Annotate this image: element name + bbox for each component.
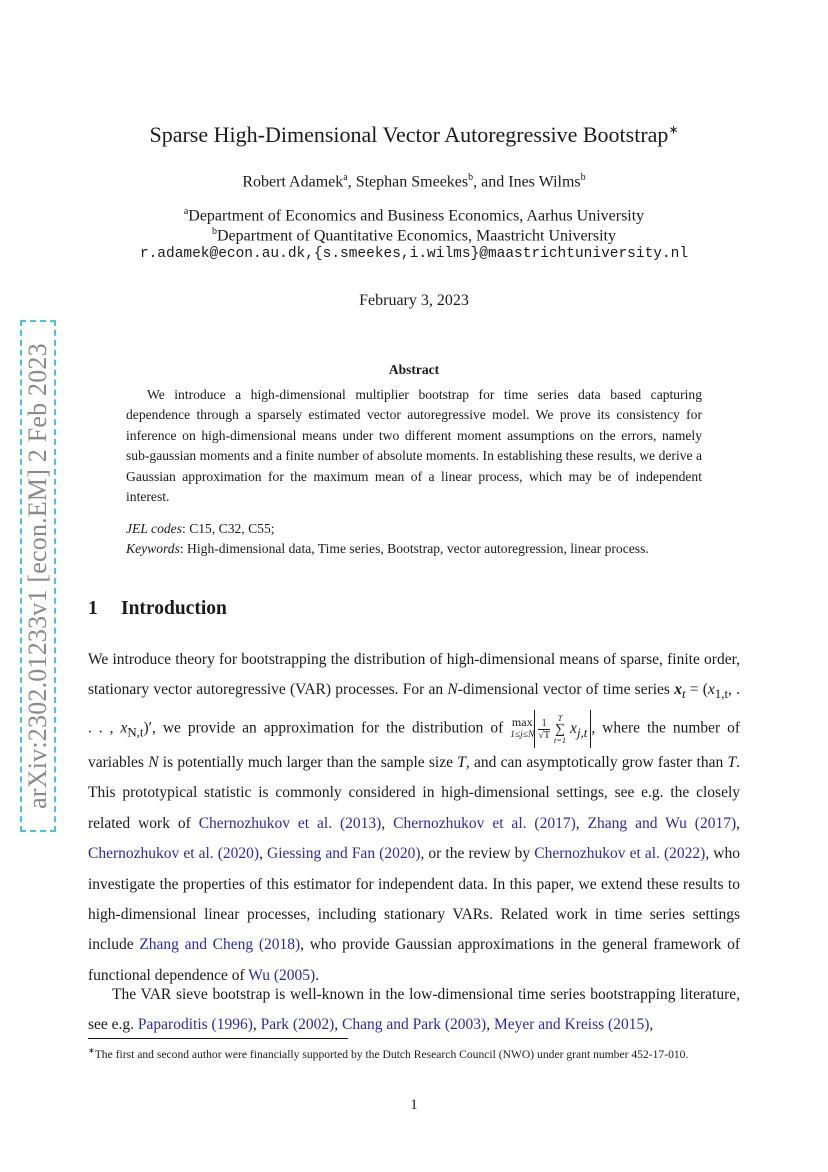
affiliation-text: Department of Quantitative Economics, Maastricht University	[217, 227, 616, 245]
citation-link[interactable]: Chernozhukov et al.	[393, 814, 527, 832]
text-run: ,	[649, 1016, 654, 1034]
math-symbol: T	[727, 753, 737, 771]
text-run: ,	[736, 814, 740, 832]
citation-link[interactable]: Chernozhukov et al.	[534, 845, 660, 863]
jel-value: : C15, C32, C55;	[182, 521, 275, 536]
abstract-text: We introduce a high-dimensional multiplier bootstrap for time series data based capturing dependence through a sparsely estimated vector autoregressive model. We prove its consistency for inference on high-dimensional means under two different moment assumptions on the errors, namely sub-gaussian moments and a finite number of absolute moments. In establishing these results, we derive a Gaussian approximation for the maximum mean of a linear process, which may be of independent interest.	[126, 387, 702, 505]
citation-link[interactable]: Paparoditis	[137, 1016, 208, 1034]
text-run: ,	[334, 1016, 342, 1034]
jel-label: JEL codes	[126, 521, 183, 536]
citation-year[interactable]: (2003)	[441, 1016, 487, 1034]
math-symbol: x	[120, 719, 128, 737]
author-separator: , and	[473, 173, 509, 191]
affiliation-mark: b	[212, 226, 217, 237]
text-run: . This prototypical statistic is commonly considered in high-dimensional settings, see e.g. the closely related work of	[88, 753, 740, 832]
math-symbol: T	[457, 753, 466, 771]
citation-link[interactable]: Chernozhukov et al.	[88, 845, 214, 863]
jel-codes	[126, 521, 275, 537]
title-text: Sparse High-Dimensional Vector Autoregressive Bootstrap	[149, 122, 669, 147]
footnote	[88, 1043, 740, 1063]
text-run: , or the review by	[420, 845, 535, 863]
citation-link[interactable]: Wu	[248, 966, 271, 984]
author-affil-mark: b	[468, 172, 474, 183]
math-subscript: t	[681, 686, 686, 702]
affiliation-mark: a	[183, 206, 189, 217]
citation-link[interactable]: Park	[260, 1016, 290, 1034]
citation-year[interactable]: (2020)	[375, 845, 421, 863]
publication-date: February 3, 2023	[359, 292, 469, 309]
math-symbol: x	[674, 681, 682, 699]
text-run: -dimensional vector of time series	[457, 681, 675, 699]
citation-link[interactable]: Meyer and Kreiss	[493, 1016, 605, 1034]
citation-year[interactable]: (2017)	[686, 814, 737, 832]
arxiv-stamp-text: arXiv:2302.01233v1 [econ.EM] 2 Feb 2023	[23, 343, 52, 809]
citation-link[interactable]: Chernozhukov et al.	[198, 814, 333, 832]
text-run: ,	[381, 814, 394, 832]
summation	[554, 714, 566, 745]
text-run: ,	[259, 845, 268, 863]
math-symbol: x	[570, 719, 577, 737]
citation-year[interactable]: (2015)	[604, 1016, 650, 1034]
max-subscript: 1≤j≤N	[510, 729, 535, 740]
author-name: Stephan Smeekes	[355, 173, 469, 191]
citation-year[interactable]: (2013)	[332, 814, 382, 832]
abs-value-bars	[534, 710, 591, 748]
citation-year[interactable]: (2020)	[213, 845, 260, 863]
citation-year[interactable]: (2017)	[526, 814, 576, 832]
section-heading	[88, 598, 227, 620]
author-name: Robert Adamek	[242, 173, 344, 191]
author-list	[0, 172, 828, 191]
math-symbol: N	[447, 681, 458, 699]
page-number: 1	[410, 1097, 418, 1113]
text-run: ,	[486, 1016, 494, 1034]
keywords	[126, 541, 649, 557]
intro-paragraph-2	[88, 980, 740, 1041]
text-run: = (	[685, 681, 708, 699]
title-footnote-mark[interactable]: ∗	[668, 122, 679, 137]
fraction-denominator: √T	[538, 729, 550, 741]
author-affil-mark: b	[580, 172, 586, 183]
citation-link[interactable]: Chang and Park	[342, 1016, 442, 1034]
footnote-rule	[88, 1038, 348, 1039]
citation-year[interactable]: (2005)	[270, 966, 316, 984]
paper-title	[0, 122, 828, 148]
footnote-text: The first and second author were financially supported by the Dutch Research Council (NWO) under grant number 452-17-010.	[94, 1047, 689, 1061]
citation-link[interactable]: Zhang and Cheng	[139, 936, 254, 954]
text-run: The VAR sieve bootstrap is well-known in the low-dimensional time series bootstrapping literature, see e.g.	[88, 986, 740, 1034]
text-run: ,	[575, 814, 588, 832]
math-subscript: N,t	[127, 724, 144, 740]
text-run: , . . . ,	[88, 681, 740, 737]
citation-year[interactable]: (2018)	[253, 936, 301, 954]
citation-year[interactable]: (2022)	[659, 845, 706, 863]
text-run: , we provide an approximation for the distribution of	[152, 719, 511, 737]
max-operator	[510, 714, 535, 741]
text-run: We introduce theory for bootstrapping the distribution of high-dimensional means of sparse, finite order, stationary vector autoregressive (VAR) processes. For an	[88, 651, 740, 699]
arxiv-stamp[interactable]	[20, 320, 56, 832]
text-run: is potentially much larger than the sample size	[158, 753, 458, 771]
math-symbol: N	[148, 753, 159, 771]
intro-paragraph-1	[88, 645, 740, 991]
affiliation	[0, 206, 828, 225]
author-separator: ,	[347, 173, 356, 191]
math-subscript: j,t	[576, 725, 588, 740]
keywords-value: : High-dimensional data, Time series, Bootstrap, vector autoregression, linear process.	[179, 541, 649, 556]
section-title: Introduction	[121, 598, 227, 619]
text-run: , who investigate the properties of this estimator for independent data. In this paper, we extend these results to high-dimensional linear processes, including stationary VARs. Related work in time series settings include	[88, 845, 740, 954]
sum-sign: ∑	[555, 721, 565, 737]
citation-year[interactable]: (1996)	[207, 1016, 253, 1034]
author-name: Ines Wilms	[508, 173, 581, 191]
sum-upper: T	[557, 712, 563, 723]
math-symbol: x	[707, 681, 715, 699]
math-subscript: 1,t	[714, 686, 729, 702]
abstract-heading: Abstract	[388, 362, 440, 377]
affiliation-text: Department of Economics and Business Economics, Aarhus University	[188, 207, 645, 225]
sum-lower: t=1	[553, 734, 567, 745]
affiliation	[0, 226, 828, 245]
text-run: , where the number of variables	[88, 719, 741, 771]
fraction	[538, 718, 550, 741]
max-label: max	[511, 714, 533, 729]
text-run: .	[315, 966, 320, 984]
citation-year[interactable]: (2002)	[289, 1016, 335, 1034]
keywords-label: Keywords	[126, 541, 180, 556]
footnote-mark: ∗	[88, 1046, 95, 1055]
section-number: 1	[88, 598, 98, 619]
text-run: )′	[143, 719, 153, 737]
fraction-numerator: 1	[538, 718, 550, 730]
text-run: , and can asymptotically grow faster than	[465, 753, 728, 771]
text-run: , who provide Gaussian approximations in the general framework of functional dependence of	[88, 936, 740, 984]
author-affil-mark: a	[343, 172, 348, 183]
text-run: ,	[252, 1016, 261, 1034]
citation-link[interactable]: Giessing and Fan	[267, 845, 376, 863]
citation-link[interactable]: Zhang and Wu	[587, 814, 687, 832]
author-emails[interactable]: r.adamek@econ.au.dk,{s.smeekes,i.wilms}@maastrichtuniversity.nl	[139, 246, 689, 262]
